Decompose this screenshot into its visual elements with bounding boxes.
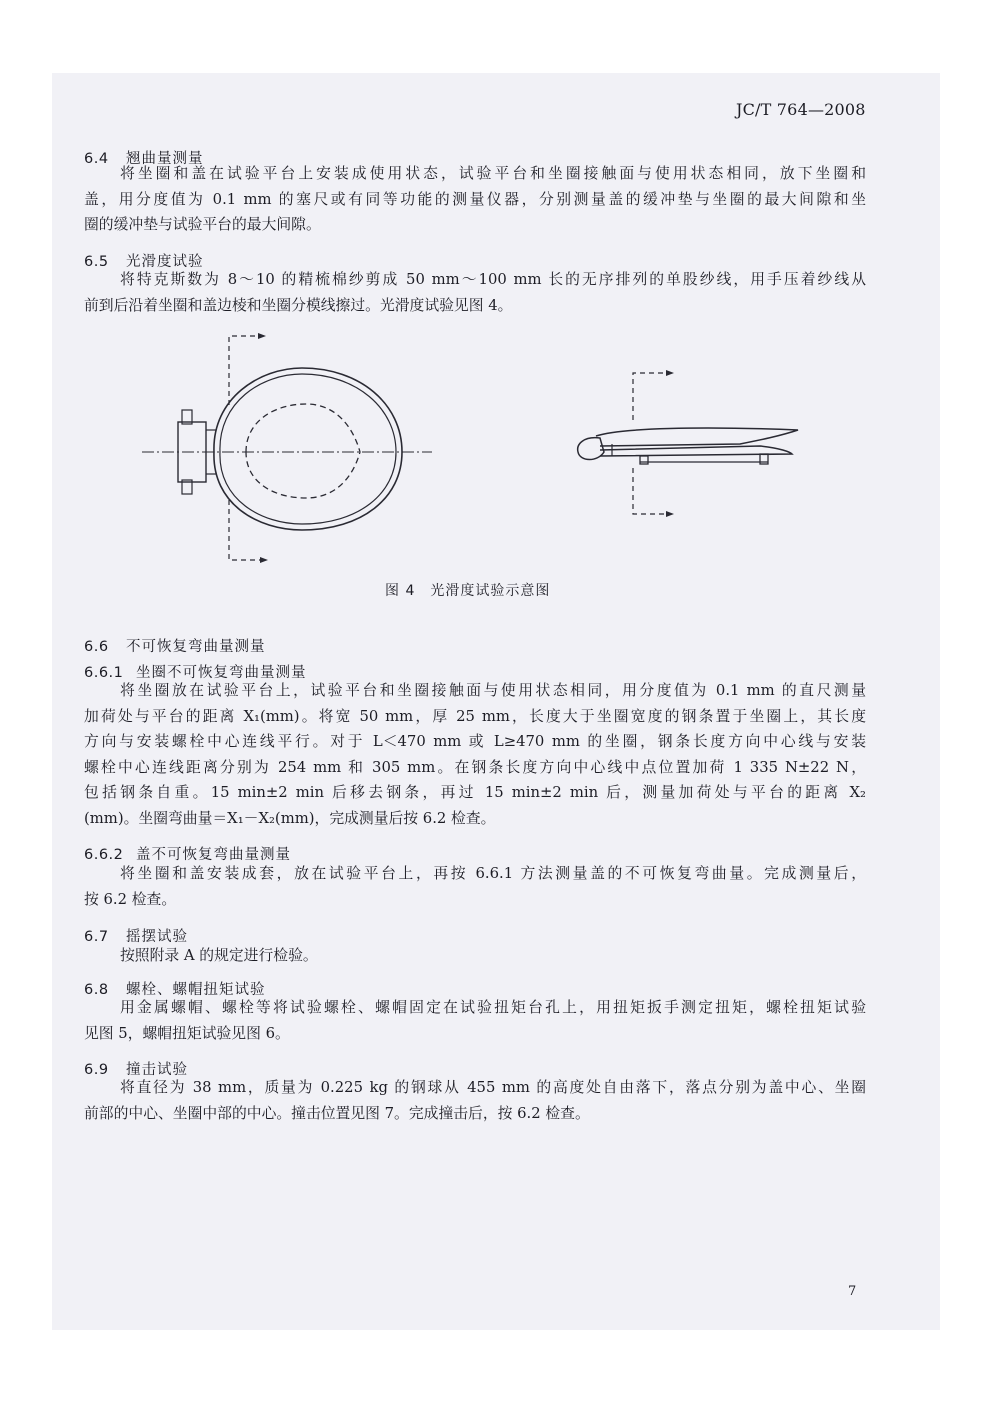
text-line: 前部的中心、坐圈中部的中心。撞击位置见图 7。完成撞击后，按 6.2 检查。 <box>84 1104 590 1122</box>
side-wipe-top <box>633 373 668 420</box>
standard-code: JC/T 764—2008 <box>736 100 866 119</box>
text-line: 见图 5，螺帽扭矩试验见图 6。 <box>84 1024 290 1042</box>
section-title: 坐圈不可恢复弯曲量测量 <box>136 665 307 681</box>
side-wipe-bottom <box>633 468 668 514</box>
figure-4-diagram <box>140 325 840 580</box>
text-line: 螺栓中心连线距离分别为 254 mm 和 305 mm。在钢条长度方向中心线中点位置加荷 1 335 N±22 N， <box>84 758 866 776</box>
paragraph-6-7 <box>84 943 866 969</box>
page-number: 7 <box>848 1284 857 1299</box>
text-line: 盖，用分度值为 0.1 mm 的塞尺或有同等功能的测量仪器，分别测量盖的缓冲垫与坐圈的最大间隙和坐 <box>84 190 866 208</box>
text-line: 将坐圈放在试验平台上，试验平台和坐圈接触面与使用状态相同，用分度值为 0.1 mm 的直尺测量 <box>120 682 866 699</box>
section-number: 6.6.2 <box>84 847 124 863</box>
paragraph-6-6-1 <box>84 678 866 832</box>
side-view-hinge <box>578 438 604 460</box>
section-title: 盖不可恢复弯曲量测量 <box>136 847 291 863</box>
text-line: 方向与安装螺栓中心连线平行。对于 L＜470 mm 或 L≥470 mm 的坐圈，钢条长度方向中心线与安装 <box>84 733 866 751</box>
section-6-6-heading <box>84 635 266 656</box>
text-line: 包括钢条自重。15 min±2 min 后移去钢条，再过 15 min±2 min 后，测量加荷处与平台的距离 X₂ <box>84 784 866 802</box>
section-title: 摇摆试验 <box>126 929 188 945</box>
paragraph-6-9 <box>84 1075 866 1126</box>
seat-opening-dashed <box>246 404 360 498</box>
section-title: 螺栓、螺帽扭矩试验 <box>126 982 266 998</box>
paragraph-6-6-2 <box>84 861 866 912</box>
side-view-lid <box>596 428 798 446</box>
text-line: 将坐圈和盖安装成套，放在试验平台上，再按 6.6.1 方法测量盖的不可恢复弯曲量。完成测量后， <box>120 865 866 882</box>
section-number: 6.6 <box>84 639 109 655</box>
section-title: 翘曲量测量 <box>126 151 204 167</box>
text-line: 将直径为 38 mm，质量为 0.225 kg 的钢球从 455 mm 的高度处自由落下，落点分别为盖中心、坐圈 <box>120 1079 866 1096</box>
seat-ring-outer <box>214 368 402 530</box>
text-line: 圈的缓冲垫与试验平台的最大间隙。 <box>84 216 321 234</box>
text-line: 加荷处与平台的距离 X₁(mm)。将宽 50 mm，厚 25 mm，长度大于坐圈宽度的钢条置于坐圈上，其长度 <box>84 707 866 725</box>
paragraph-6-5 <box>84 267 866 318</box>
section-number: 6.4 <box>84 151 109 167</box>
text-line: 前到后沿着坐圈和盖边棱和坐圈分模线擦过。光滑度试验见图 4。 <box>84 296 513 314</box>
paragraph-6-8 <box>84 995 866 1046</box>
text-line: (mm)。坐圈弯曲量＝X₁－X₂(mm)，完成测量后按 6.2 检查。 <box>84 809 496 827</box>
section-number: 6.6.1 <box>84 665 124 681</box>
text-line: 将坐圈和盖在试验平台上安装成使用状态，试验平台和坐圈接触面与使用状态相同，放下坐圈和 <box>120 165 866 182</box>
section-title: 撞击试验 <box>126 1062 188 1078</box>
section-title: 不可恢复弯曲量测量 <box>126 639 266 655</box>
section-title: 光滑度试验 <box>126 254 204 270</box>
section-number: 6.5 <box>84 254 109 270</box>
section-number: 6.8 <box>84 982 109 998</box>
text-line: 按照附录 A 的规定进行检验。 <box>120 947 318 964</box>
text-line: 按 6.2 检查。 <box>84 890 177 908</box>
text-line: 用金属螺帽、螺栓等将试验螺栓、螺帽固定在试验扭矩台孔上，用扭矩扳手测定扭矩，螺栓扭矩试验 <box>120 999 866 1016</box>
section-number: 6.9 <box>84 1062 109 1078</box>
text-line: 将特克斯数为 8～10 的精梳棉纱剪成 50 mm～100 mm 长的无序排列的单股纱线，用手压着纱线从 <box>120 271 866 288</box>
figure-4-caption: 图 4 光滑度试验示意图 <box>385 583 551 599</box>
paragraph-6-4 <box>84 161 866 238</box>
wipe-path-bottom <box>229 500 262 560</box>
section-number: 6.7 <box>84 929 109 945</box>
